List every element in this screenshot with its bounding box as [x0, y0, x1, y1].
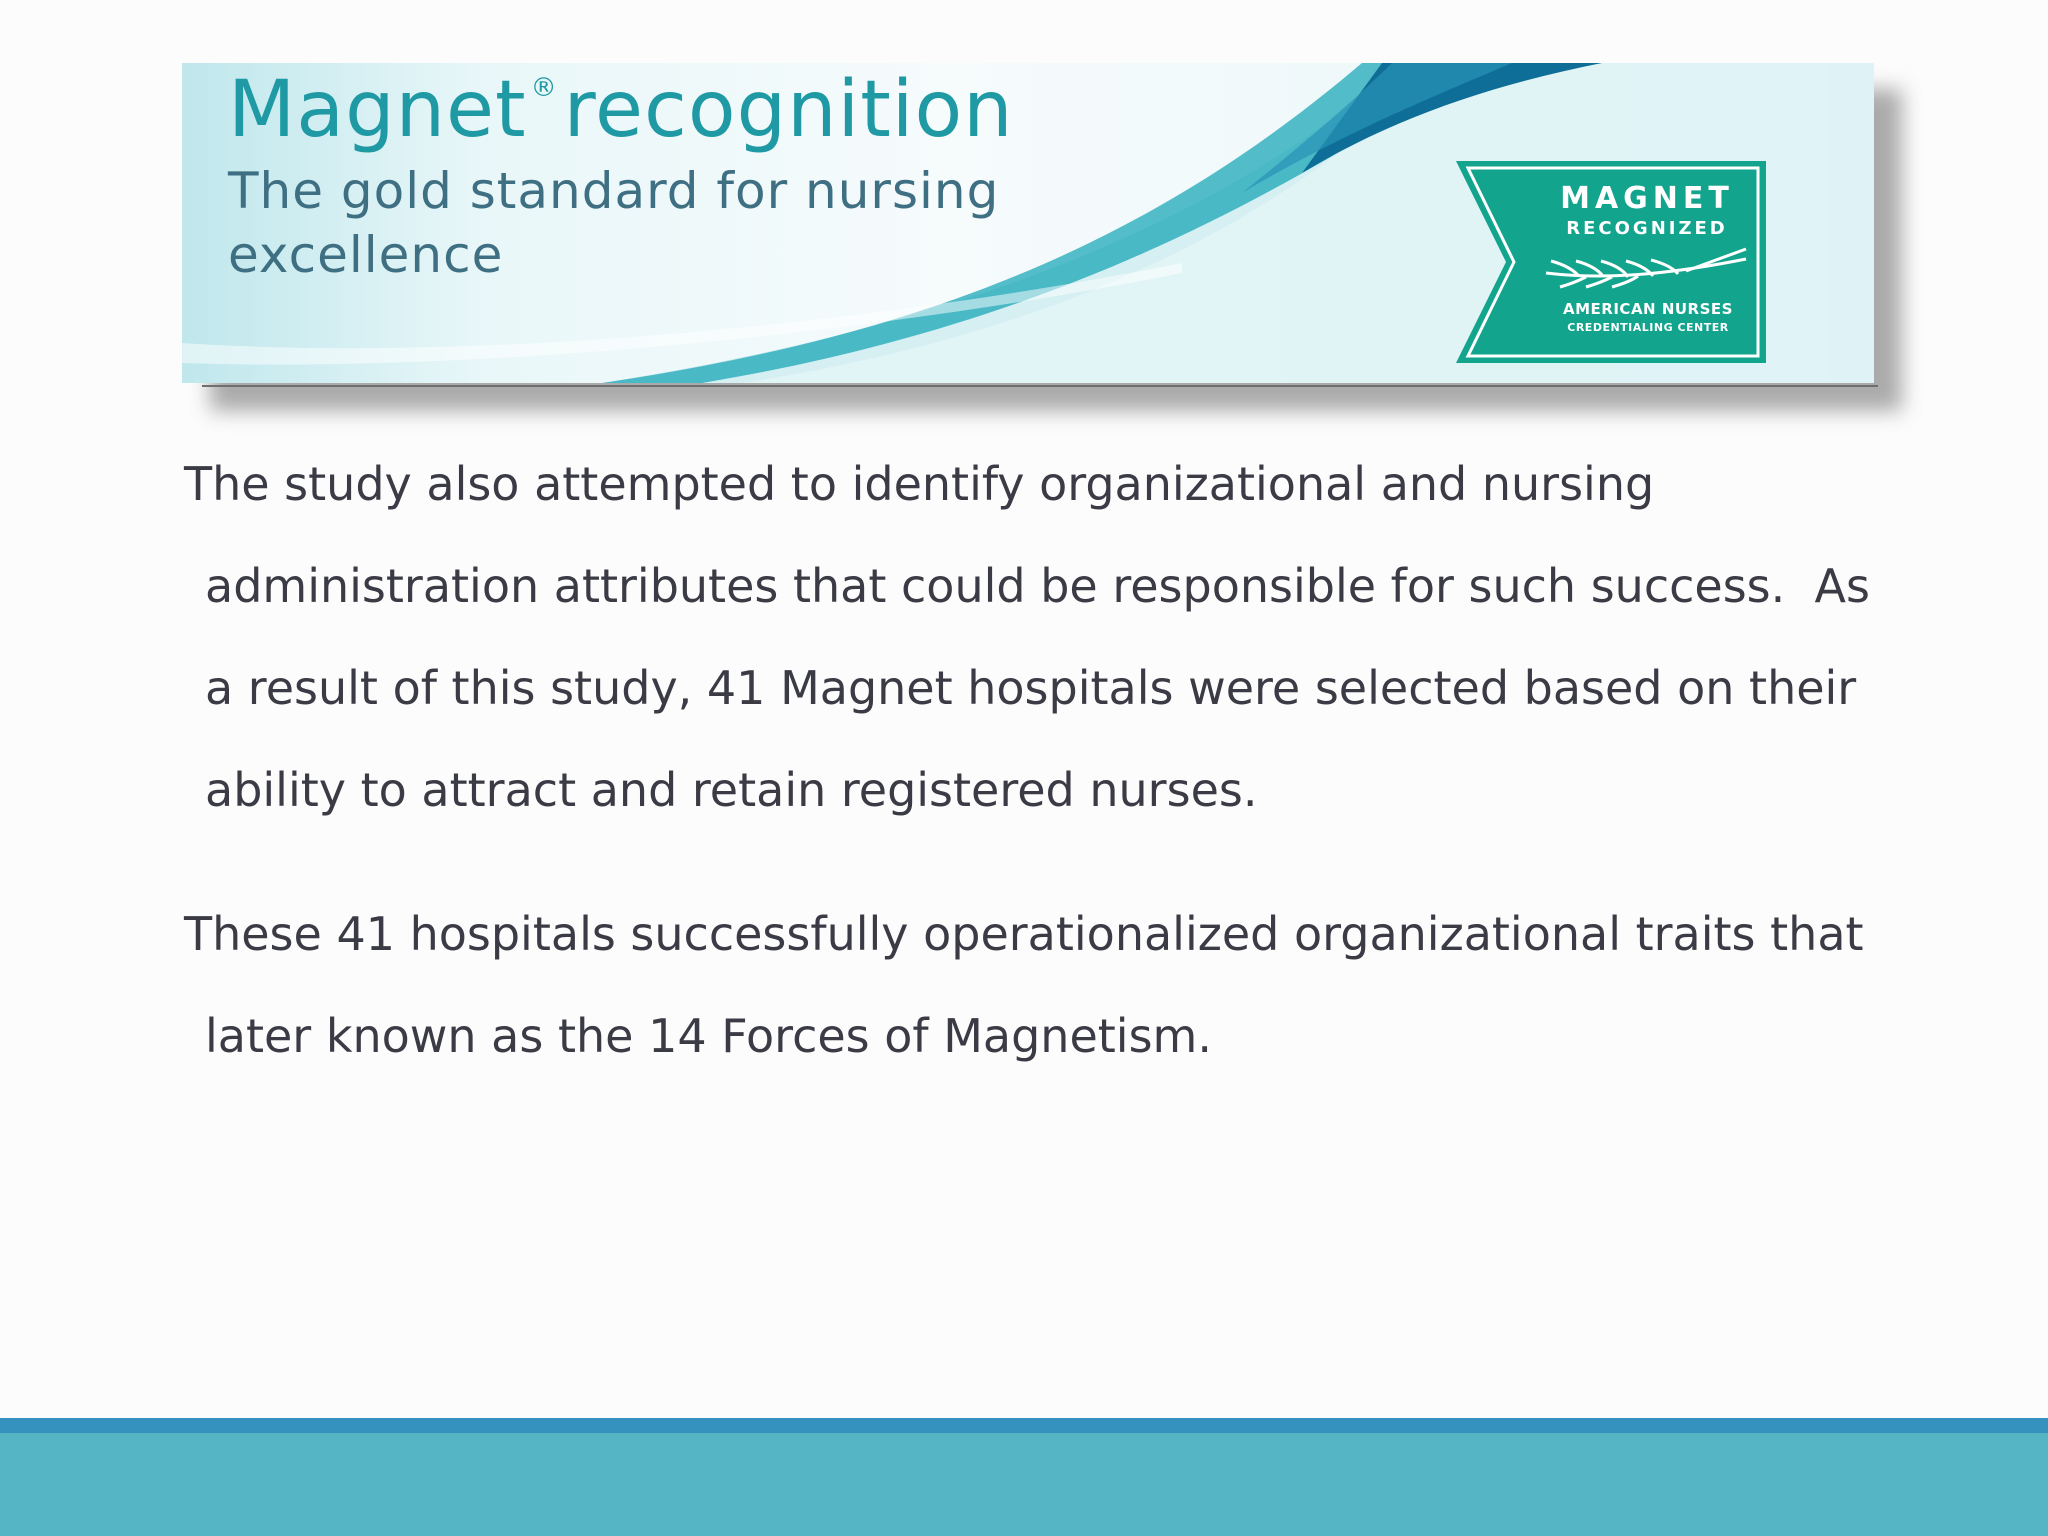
banner-title-word: Magnet	[228, 65, 527, 155]
paragraph-line: a result of this study, 41 Magnet hospitals were selected based on their	[205, 661, 1857, 715]
badge-org-label: AMERICAN NURSES	[1563, 300, 1733, 318]
magnet-banner	[182, 63, 1874, 383]
footer-bar	[0, 1433, 2048, 1536]
banner-image	[182, 63, 1874, 383]
paragraph-line: ability to attract and retain registered nurses.	[205, 763, 1258, 817]
body-paragraph-1	[184, 433, 1884, 841]
banner-title	[228, 65, 1014, 155]
registered-mark: ®	[530, 73, 558, 103]
paragraph-line: later known as the 14 Forces of Magnetism.	[205, 1009, 1212, 1063]
banner-subtitle-line2: excellence	[228, 226, 504, 284]
body-paragraph-2	[184, 883, 1884, 1087]
banner-shadow-line	[202, 385, 1878, 387]
banner-title-rest: recognition	[563, 65, 1014, 155]
paragraph-line: administration attributes that could be responsible for such success. As	[205, 559, 1870, 613]
badge-recognized-label: RECOGNIZED	[1566, 218, 1728, 239]
badge-magnet-label: MAGNET	[1560, 181, 1734, 216]
banner-subtitle	[228, 159, 1128, 287]
paragraph-line: These 41 hospitals successfully operationalized organizational traits that	[184, 907, 1864, 961]
footer-stripe	[0, 1418, 2048, 1433]
badge-center-label: CREDENTIALING CENTER	[1567, 321, 1729, 334]
banner-subtitle-line1: The gold standard for nursing	[228, 162, 1000, 220]
paragraph-line: The study also attempted to identify organizational and nursing	[184, 457, 1655, 511]
